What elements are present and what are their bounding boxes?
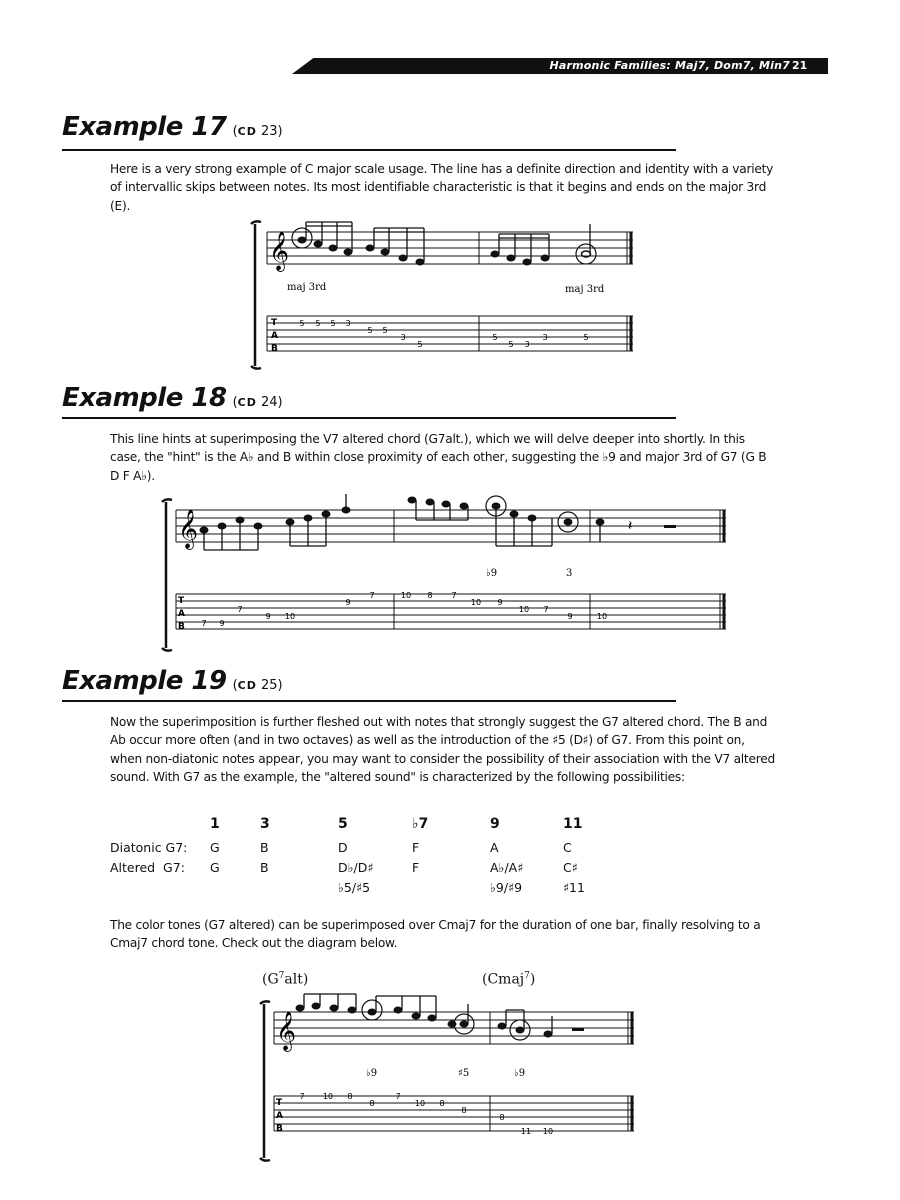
tab-number: 5 <box>492 333 498 342</box>
table-cell: A♭/A♯ <box>490 860 524 875</box>
label-flat9: ♭9 <box>366 1068 378 1079</box>
label-maj3rd: maj 3rd <box>565 284 605 295</box>
tab-number: 10 <box>542 1127 554 1136</box>
chord-quality: alt) <box>284 971 309 988</box>
label-3: 3 <box>566 568 573 579</box>
page-number: 21 <box>792 59 808 72</box>
example-19-notation <box>254 996 644 1166</box>
example-19-heading <box>62 666 283 696</box>
tab-t: T <box>271 318 278 328</box>
tab-t: T <box>178 596 185 606</box>
cd-label: CD <box>237 679 257 692</box>
table-cell: F <box>412 840 420 855</box>
example-17-notation <box>245 218 645 370</box>
heading-rule <box>62 700 676 702</box>
example-17-cd-ref: (CD 23) <box>232 124 283 139</box>
cd-track-number: 25) <box>261 678 283 693</box>
tab-number: 9 <box>567 612 573 621</box>
table-cell: A <box>490 840 499 855</box>
chord-root: (G <box>262 971 279 988</box>
quarter-rest-icon: 𝄽 <box>628 518 633 534</box>
row-label-diatonic: Diatonic G7: <box>110 840 188 855</box>
table-cell: F <box>412 860 420 875</box>
tab-number: 3 <box>400 333 406 342</box>
label-sharp5: ♯5 <box>458 1068 470 1079</box>
tab-numbers <box>299 1092 553 1136</box>
tab-number: 10 <box>470 598 482 607</box>
label-flat9: ♭9 <box>486 568 498 579</box>
tab-number: 7 <box>237 605 243 614</box>
tab-number: 5 <box>367 326 373 335</box>
tab-number: 9 <box>497 598 503 607</box>
example-18-cd-ref: (CD 24) <box>232 395 283 410</box>
tab-number: 7 <box>299 1092 305 1101</box>
tab-a: A <box>271 331 278 341</box>
example-17-heading <box>62 112 283 142</box>
chord-root: (Cmaj <box>482 971 525 988</box>
chord-extension: 7 <box>278 971 285 981</box>
tab-number: 9 <box>265 612 271 621</box>
tab-number: 3 <box>345 319 351 328</box>
tab-number: 7 <box>451 591 457 600</box>
treble-clef-icon: 𝄞 <box>178 509 199 549</box>
tab-number: 5 <box>417 340 423 349</box>
tab-number: 11 <box>520 1127 532 1136</box>
tab-t: T <box>276 1098 283 1108</box>
cd-track-number: 24) <box>261 395 283 410</box>
chord-extension: 7 <box>524 971 530 981</box>
example-17-title: Example 17 <box>62 112 227 142</box>
table-cell: ♭9/♯9 <box>490 880 523 895</box>
half-rest-icon <box>572 1028 584 1031</box>
example-19-cd-ref: (CD 25) <box>232 678 283 693</box>
heading-rule <box>62 149 676 151</box>
tab-number: 5 <box>299 319 305 328</box>
example-19-text-2: The color tones (G7 altered) can be superimposed over Cmaj7 for the duration of one bar, finally resolving to a Cmaj7 chord tone. Check out the diagram below. <box>110 918 761 951</box>
tab-staff <box>274 1096 634 1131</box>
half-rest-icon <box>664 525 676 528</box>
table-header: 1 <box>210 816 220 832</box>
chord-symbol-g7alt <box>262 971 308 988</box>
cd-track-number: 23) <box>261 124 283 139</box>
example-19-title: Example 19 <box>62 666 227 696</box>
table-cell: G <box>210 840 220 855</box>
tab-number: 8 <box>369 1099 375 1108</box>
table-cell: C♯ <box>563 860 578 875</box>
tab-number: 8 <box>347 1092 353 1101</box>
table-cell: D♭/D♯ <box>338 860 374 875</box>
table-header: 3 <box>260 816 270 832</box>
tab-number: 5 <box>583 333 589 342</box>
table-cell: G <box>210 860 220 875</box>
example-17-text: Here is a very strong example of C major scale usage. The line has a definite direction and identity with a variety of intervallic skips between notes. Its most identifiable characteristic is that it begins and ends on the major 3rd (E). <box>110 162 774 213</box>
tab-number: 5 <box>330 319 336 328</box>
highlight-circle-icon <box>576 244 596 264</box>
table-cell: C <box>563 840 572 855</box>
row-label-altered: Altered G7: <box>110 860 185 875</box>
table-header: 11 <box>563 816 583 832</box>
example-18-text: This line hints at superimposing the V7 altered chord (G7alt.), which we will delve deeper into shortly. In this case, the "hint" is the A♭ and B within close proximity of each other, suggesting the ♭9 and major 3rd of G7 (G B D F A♭). <box>110 432 767 483</box>
notes <box>298 222 591 265</box>
heading-rule <box>62 417 676 419</box>
table-cell: ♯11 <box>563 880 585 895</box>
table-header: ♭7 <box>412 816 429 832</box>
altered-tones-table <box>110 816 610 906</box>
treble-clef-icon: 𝄞 <box>269 231 290 271</box>
tab-number: 10 <box>596 612 608 621</box>
tab-number: 10 <box>400 591 412 600</box>
tab-number: 5 <box>315 319 321 328</box>
tab-number: 10 <box>284 612 296 621</box>
tab-number: 8 <box>439 1099 445 1108</box>
label-flat9: ♭9 <box>514 1068 526 1079</box>
tab-number: 7 <box>395 1092 401 1101</box>
example-18-title: Example 18 <box>62 383 227 413</box>
table-cell: ♭5/♯5 <box>338 880 371 895</box>
label-maj3rd: maj 3rd <box>287 282 327 293</box>
example-18-notation <box>156 490 736 652</box>
tab-number: 10 <box>322 1092 334 1101</box>
tab-number: 5 <box>382 326 388 335</box>
cd-label: CD <box>237 396 257 409</box>
table-cell: B <box>260 860 269 875</box>
tab-number: 5 <box>508 340 514 349</box>
tab-number: 3 <box>542 333 548 342</box>
cd-label: CD <box>237 125 257 138</box>
table-cell: B <box>260 840 269 855</box>
tab-b: B <box>276 1124 283 1134</box>
tab-number: 7 <box>201 619 207 628</box>
tab-number: 10 <box>518 605 530 614</box>
tab-number: 7 <box>543 605 549 614</box>
tab-number: 8 <box>499 1113 505 1122</box>
tab-number: 7 <box>369 591 375 600</box>
tab-staff <box>267 316 633 351</box>
tab-number: 8 <box>427 591 433 600</box>
table-header: 5 <box>338 816 348 832</box>
running-header-title: Harmonic Families: Maj7, Dom7, Min7 <box>549 59 790 72</box>
chord-symbol-cmaj7 <box>482 971 535 988</box>
tab-number: 8 <box>461 1106 467 1115</box>
table-header: 9 <box>490 816 500 832</box>
example-19-text-1: Now the superimposition is further fleshed out with notes that strongly suggest the G7 altered chord. The B and Ab occur more often (and in two octaves) as well as the introduction of the ♯5 (D♯) of G7. From this point on, when non-diatonic notes appear, you may want to consider the possibility of their association with the V7 altered sound. With G7 as the example, the "altered sound" is characterized by the following possibilities: <box>110 715 775 785</box>
table-cell: D <box>338 840 348 855</box>
example-18-heading <box>62 383 283 413</box>
notes <box>296 994 552 1037</box>
tab-number: 3 <box>524 340 530 349</box>
tab-a: A <box>178 609 185 619</box>
treble-clef-icon: 𝄞 <box>276 1011 297 1051</box>
tab-b: B <box>271 344 278 354</box>
tab-number: 9 <box>219 619 225 628</box>
chord-quality: ) <box>529 971 536 988</box>
tab-a: A <box>276 1111 283 1121</box>
tab-number: 9 <box>345 598 351 607</box>
tab-b: B <box>178 622 185 632</box>
tab-number: 10 <box>414 1099 426 1108</box>
